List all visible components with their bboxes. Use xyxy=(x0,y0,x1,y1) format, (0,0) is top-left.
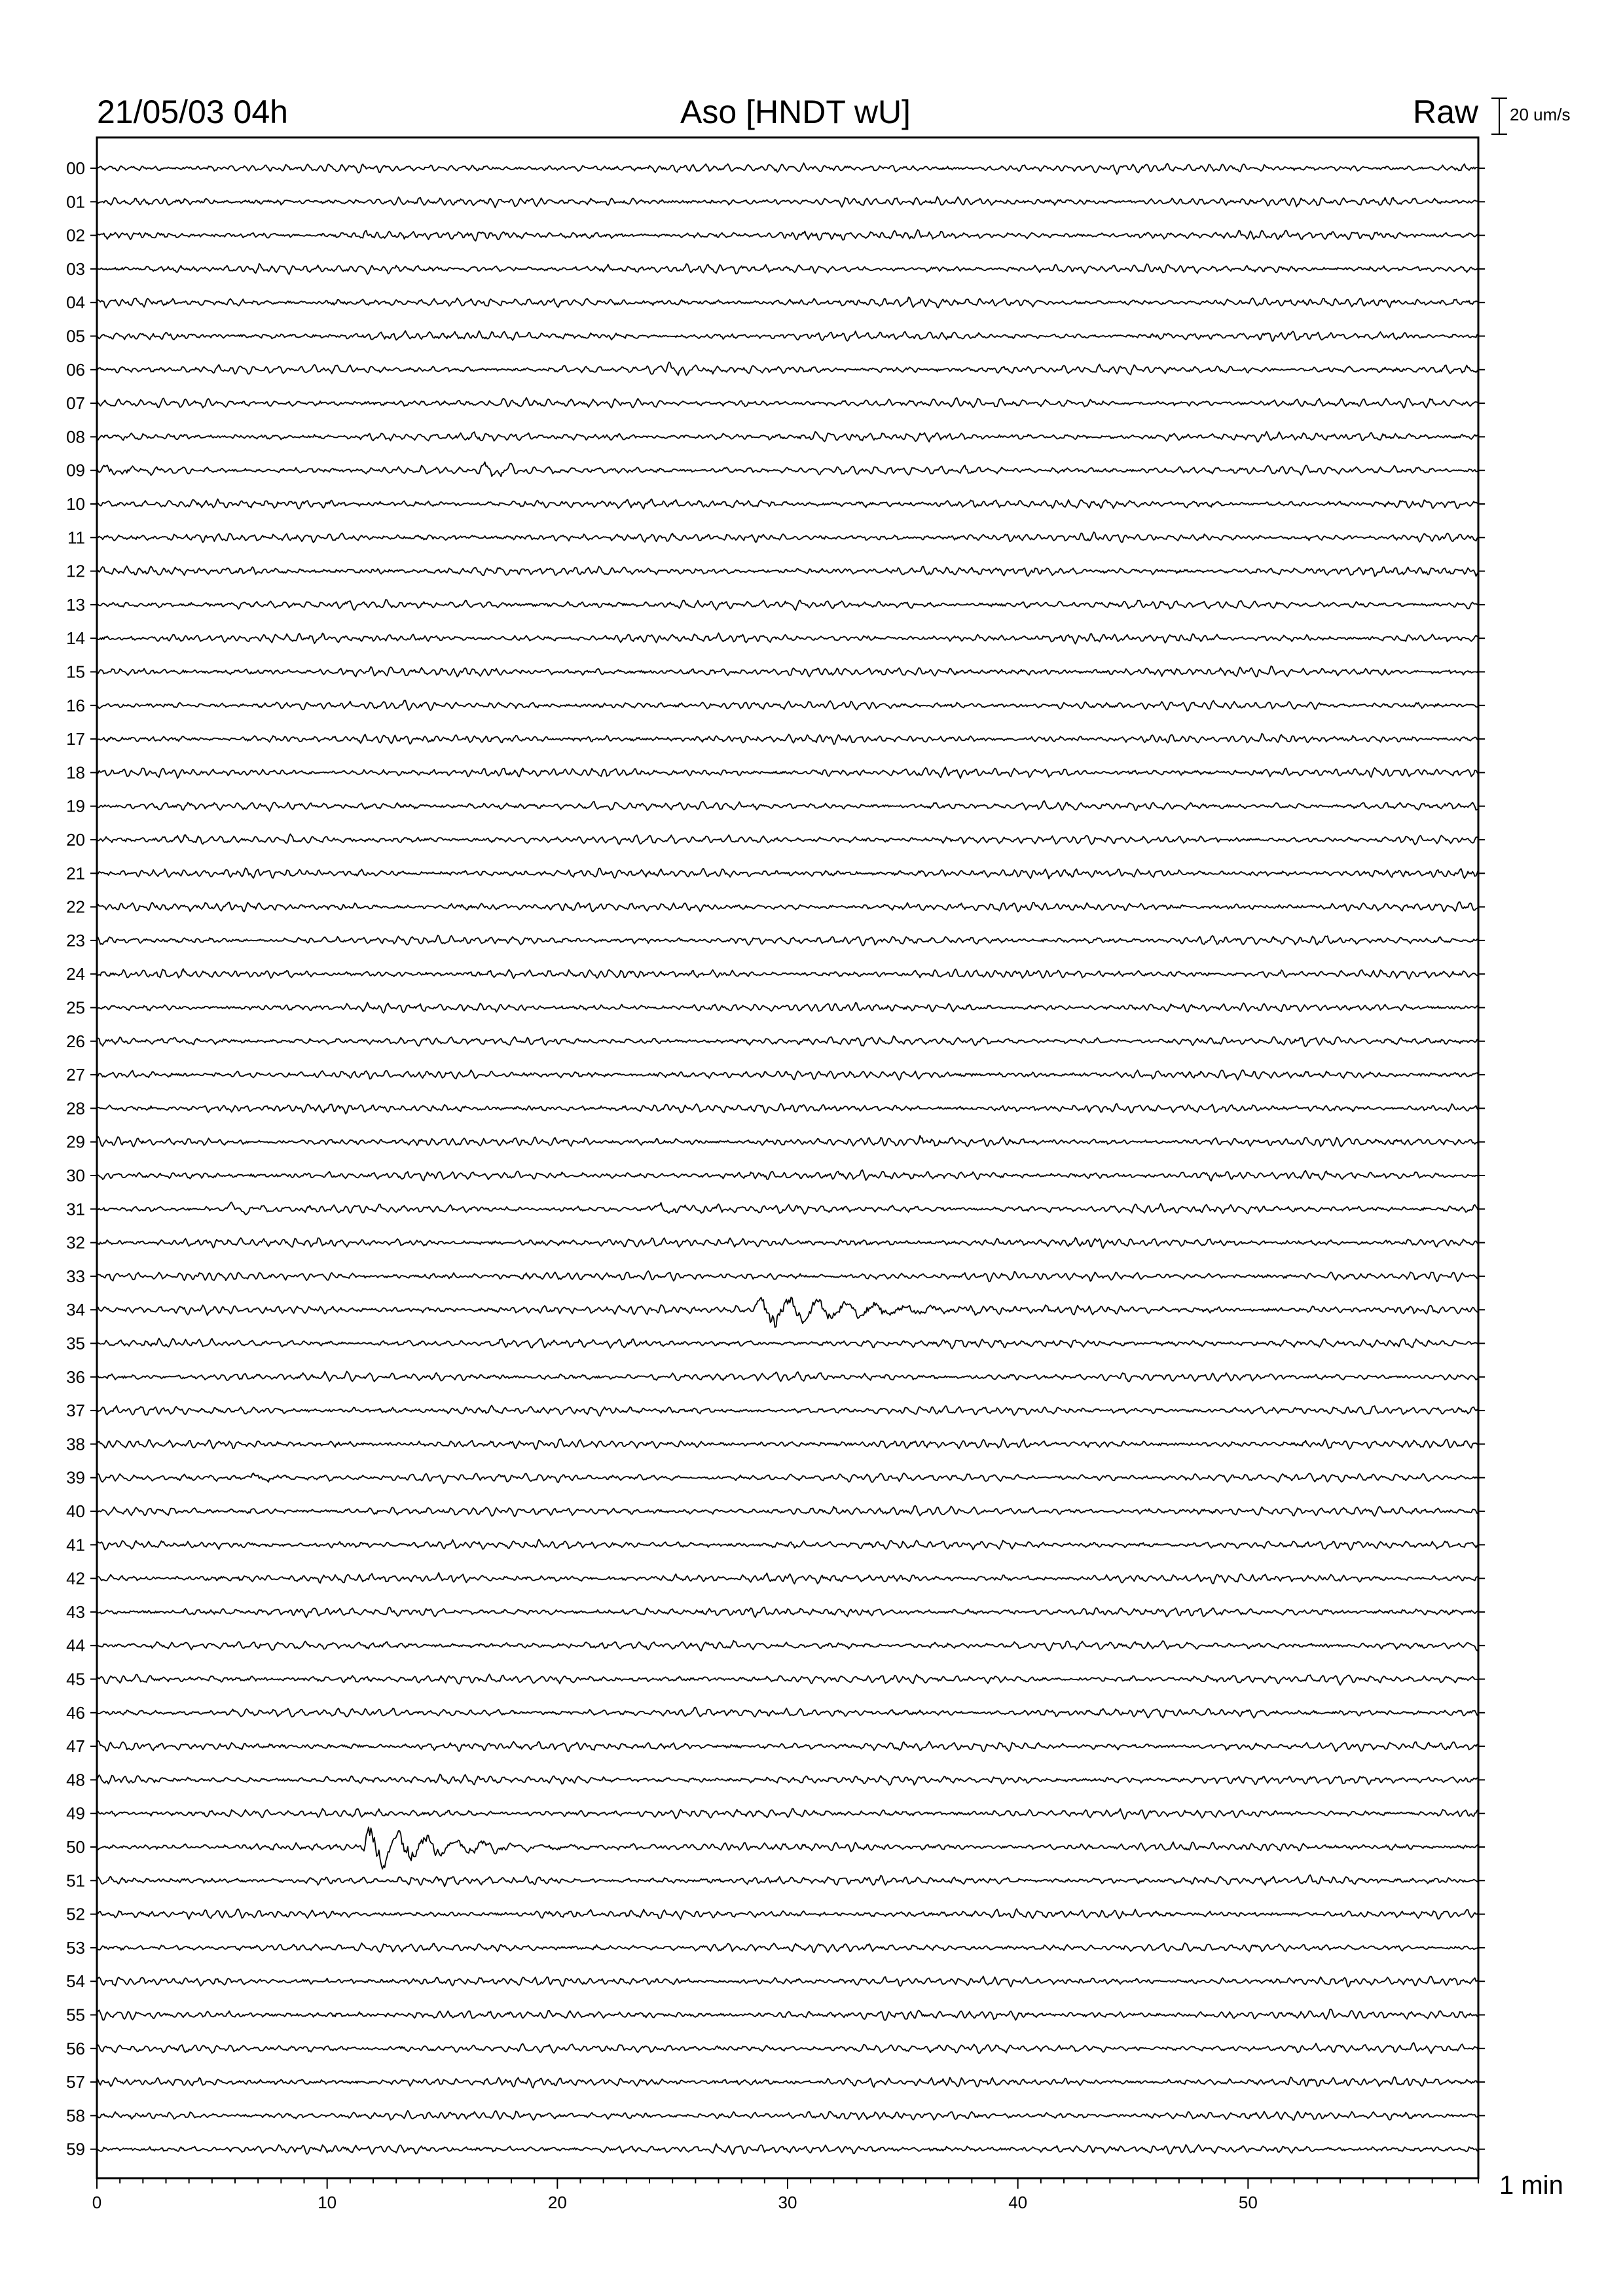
row-label-55: 55 xyxy=(66,2005,85,2025)
row-label-43: 43 xyxy=(66,1602,85,1622)
row-label-45: 45 xyxy=(66,1669,85,1689)
row-label-53: 53 xyxy=(66,1937,85,1958)
row-label-25: 25 xyxy=(66,997,85,1018)
x-tick-label-30: 30 xyxy=(778,2193,797,2212)
row-label-03: 03 xyxy=(66,259,85,279)
row-label-37: 37 xyxy=(66,1401,85,1421)
row-label-26: 26 xyxy=(66,1031,85,1051)
row-label-07: 07 xyxy=(66,393,85,414)
row-label-29: 29 xyxy=(66,1132,85,1152)
row-label-21: 21 xyxy=(66,863,85,884)
row-label-05: 05 xyxy=(66,326,85,346)
row-label-31: 31 xyxy=(66,1199,85,1219)
row-label-06: 06 xyxy=(66,359,85,380)
row-label-02: 02 xyxy=(66,225,85,245)
row-label-36: 36 xyxy=(66,1367,85,1387)
row-label-57: 57 xyxy=(66,2072,85,2092)
row-label-13: 13 xyxy=(66,594,85,615)
row-label-19: 19 xyxy=(66,796,85,816)
datetime-label: 21/05/03 04h xyxy=(97,94,288,130)
row-label-56: 56 xyxy=(66,2038,85,2058)
row-label-44: 44 xyxy=(66,1636,85,1656)
row-label-28: 28 xyxy=(66,1098,85,1119)
row-label-18: 18 xyxy=(66,762,85,783)
x-axis-label: 1 min xyxy=(1499,2171,1563,2200)
x-tick-label-0: 0 xyxy=(92,2193,102,2212)
row-label-23: 23 xyxy=(66,930,85,950)
row-label-47: 47 xyxy=(66,1736,85,1757)
scale-bar-label: 20 um/s xyxy=(1510,105,1571,124)
row-label-49: 49 xyxy=(66,1803,85,1823)
row-label-51: 51 xyxy=(66,1871,85,1891)
row-label-52: 52 xyxy=(66,1904,85,1924)
row-label-32: 32 xyxy=(66,1232,85,1253)
row-label-24: 24 xyxy=(66,964,85,984)
row-label-15: 15 xyxy=(66,662,85,682)
row-label-59: 59 xyxy=(66,2139,85,2159)
row-label-48: 48 xyxy=(66,1770,85,1790)
row-label-58: 58 xyxy=(66,2106,85,2126)
row-label-22: 22 xyxy=(66,897,85,917)
row-label-20: 20 xyxy=(66,830,85,850)
row-label-54: 54 xyxy=(66,1971,85,1992)
row-label-46: 46 xyxy=(66,1702,85,1723)
station-title: Aso [HNDT wU] xyxy=(680,94,911,130)
row-label-16: 16 xyxy=(66,695,85,715)
mode-label: Raw xyxy=(1412,94,1478,130)
row-label-09: 09 xyxy=(66,460,85,480)
row-label-30: 30 xyxy=(66,1166,85,1185)
x-tick-label-50: 50 xyxy=(1238,2193,1258,2212)
row-label-42: 42 xyxy=(66,1568,85,1588)
row-label-00: 00 xyxy=(66,158,85,178)
row-label-38: 38 xyxy=(66,1434,85,1454)
row-label-14: 14 xyxy=(66,628,85,649)
row-label-11: 11 xyxy=(67,528,85,548)
row-label-40: 40 xyxy=(66,1501,85,1521)
x-tick-label-10: 10 xyxy=(318,2193,337,2212)
row-label-35: 35 xyxy=(66,1333,85,1354)
row-label-27: 27 xyxy=(66,1065,85,1085)
x-tick-label-40: 40 xyxy=(1008,2193,1028,2212)
row-label-50: 50 xyxy=(66,1837,85,1857)
row-label-39: 39 xyxy=(66,1467,85,1488)
row-label-12: 12 xyxy=(66,561,85,581)
row-label-04: 04 xyxy=(66,293,85,313)
x-tick-label-20: 20 xyxy=(547,2193,567,2212)
row-label-17: 17 xyxy=(66,729,85,749)
row-label-34: 34 xyxy=(66,1300,85,1320)
row-label-41: 41 xyxy=(66,1535,85,1555)
row-label-01: 01 xyxy=(66,192,85,212)
row-label-10: 10 xyxy=(66,494,85,514)
row-label-08: 08 xyxy=(66,427,85,447)
row-label-33: 33 xyxy=(66,1266,85,1286)
